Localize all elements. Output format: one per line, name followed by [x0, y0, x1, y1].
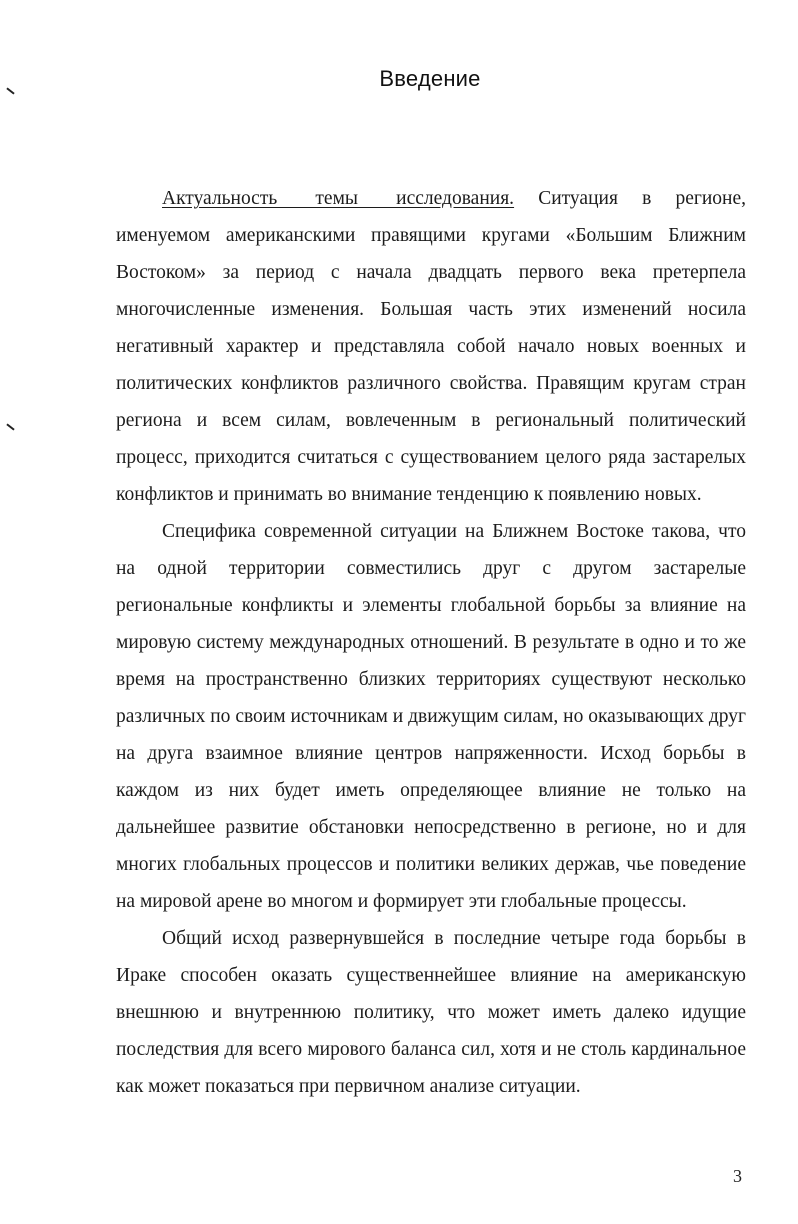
paragraph-lead: Актуальность темы исследования. [162, 188, 515, 209]
paragraph-3: Общий исход развернувшейся в последние четыре года борьбы в Ираке способен оказать существеннейшее влияние на американскую внешнюю и внутреннюю политику, что может иметь далеко идущие последствия для всего мирового баланса сил, хотя и не столь кардинальное как может показаться при первичном анализе ситуации. [116, 928, 746, 1097]
paragraph-2: Специфика современной ситуации на Ближнем Востоке такова, что на одной территории совместились друг с другом застарелые региональные конфликты и элементы глобальной борьбы за влияние на мировую систему международных отношений. В результате в одно и то же время на пространственно близких территориях существуют несколько различных по своим источникам и движущим силам, но оказывающих друг на друга взаимное влияние центров напряженности. Исход борьбы в каждом из них будет иметь определяющее влияние не только на дальнейшее развитие обстановки непосредственно в регионе, но и для многих глобальных процессов и политики великих держав, чье поведение на мировой арене во многом и формирует эти глобальные процессы. [116, 521, 746, 912]
paragraph-text: Ситуация в регионе, именуемом американскими правящими кругами «Большим Ближним Востоком» за период с начала двадцать первого века претерпела многочисленные изменения. Большая часть этих изменений носила негативный характер и представляла собой начало новых военных и политических конфликтов различного свойства. Правящим кругам стран региона и всем силам, вовлеченным в региональный политический процесс, приходится считаться с существованием целого ряда застарелых конфликтов и принимать во внимание тенденцию к появлению новых. [116, 188, 746, 505]
paragraph-1 [116, 180, 746, 513]
body-text [116, 180, 746, 1105]
page-title: Введение [379, 66, 481, 91]
page-number: 3 [733, 1166, 742, 1186]
scan-mark [6, 423, 14, 430]
